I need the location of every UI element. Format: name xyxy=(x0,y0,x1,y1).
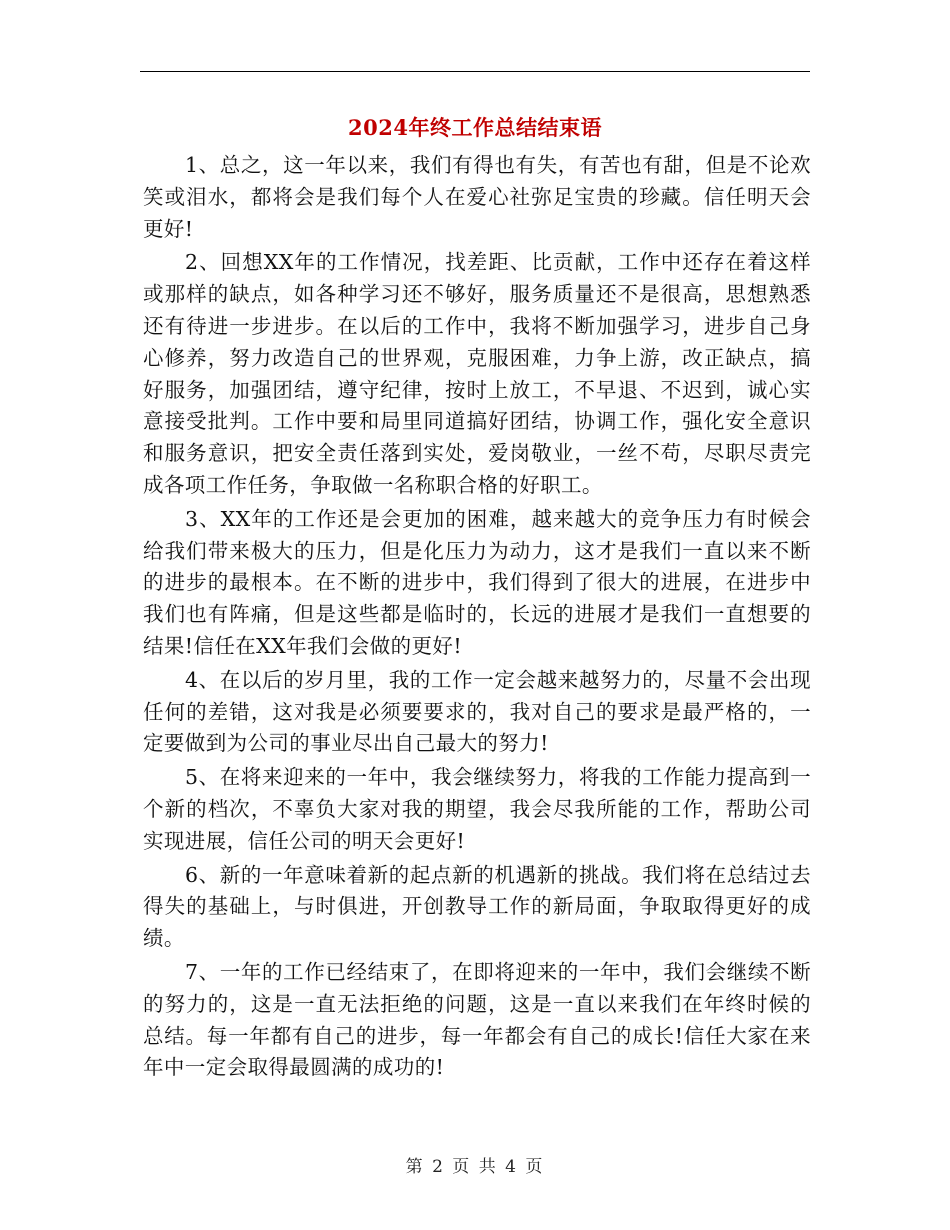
paragraph-6: 6、新的一年意味着新的起点新的机遇新的挑战。我们将在总结过去得失的基础上，与时俱进，开创教导工作的新局面，争取取得更好的成绩。 xyxy=(143,862,811,951)
paragraph-7: 7、一年的工作已经结束了，在即将迎来的一年中，我们会继续不断的努力的，这是一直无法拒绝的问题，这是一直以来我们在年终时候的总结。每一年都有自己的进步，每一年都会有自己的成长!信任大家在来年中一定会取得最圆满的成功的! xyxy=(143,959,811,1080)
paragraph-1: 1、总之，这一年以来，我们有得也有失，有苦也有甜，但是不论欢笑或泪水，都将会是我们每个人在爱心社弥足宝贵的珍藏。信任明天会更好! xyxy=(143,153,811,241)
paragraph-5: 5、在将来迎来的一年中，我会继续努力，将我的工作能力提高到一个新的档次，不辜负大家对我的期望，我会尽我所能的工作，帮助公司实现进展，信任公司的明天会更好! xyxy=(143,765,811,853)
document-body xyxy=(143,150,811,1086)
header-rule xyxy=(140,71,810,72)
document-title: 2024年终工作总结结束语 xyxy=(348,115,602,140)
page-number-footer: 第 2 页 共 4 页 xyxy=(405,1157,545,1177)
paragraph-3: 3、XX年的工作还是会更加的困难，越来越大的竞争压力有时候会给我们带来极大的压力，但是化压力为动力，这才是我们一直以来不断的进步的最根本。在不断的进步中，我们得到了很大的进展，在进步中我们也有阵痛，但是这些都是临时的，长远的进展才是我们一直想要的结果!信任在XX年我们会做的更好! xyxy=(143,506,811,658)
paragraph-4: 4、在以后的岁月里，我的工作一定会越来越努力的，尽量不会出现任何的差错，这对我是必须要要求的，我对自己的要求是最严格的，一定要做到为公司的事业尽出自己最大的努力! xyxy=(143,667,811,756)
paragraph-2: 2、回想XX年的工作情况，找差距、比贡献，工作中还存在着这样或那样的缺点，如各种学习还不够好，服务质量还不是很高，思想熟悉还有待进一步进步。在以后的工作中，我将不断加强学习，进步自己身心修养，努力改造自己的世界观，克服困难，力争上游，改正缺点，搞好服务，加强团结，遵守纪律，按时上放工，不早退、不迟到，诚心实意接受批判。工作中要和局里同道搞好团结，协调工作，强化安全意识和服务意识，把安全责任落到实处，爱岗敬业，一丝不苟，尽职尽责完成各项工作任务，争取做一名称职合格的好职工。 xyxy=(143,250,811,497)
